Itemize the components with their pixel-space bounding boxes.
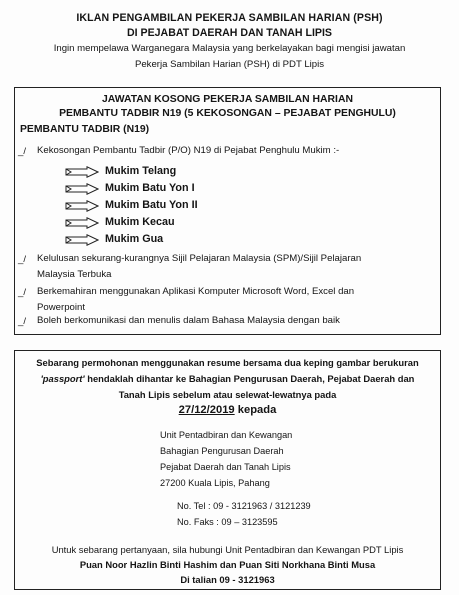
enquiry-text: Untuk sebarang pertanyaan, sila hubungi Unit Pentadbiran dan Kewangan PDT Lipis	[51, 544, 404, 555]
requirement-text: Kekosongan Pembantu Tadbir (P/O) N19 di Pejabat Penghulu Mukim :-	[37, 145, 340, 156]
application-text: 'passport' hendaklah dihantar ke Bahagian Pengurusan Daerah, Pejabat Daerah dan	[40, 373, 415, 384]
vacancy-position: PEMBANTU TADBIR N19 (5 KEKOSONGAN – PEJABAT PENGHULU)	[59, 108, 396, 119]
mukim-label: Mukim Batu Yon II	[105, 199, 198, 211]
requirement-text-cont: Powerpoint	[37, 302, 85, 313]
arrow-right-icon	[65, 200, 99, 212]
arrow-right-icon	[65, 217, 99, 229]
intro-text-line2: Pekerja Sambilan Harian (PSH) di PDT Lipis	[134, 59, 325, 70]
address-line: Bahagian Pengurusan Daerah	[160, 446, 284, 456]
vacancy-title: JAWATAN KOSONG PEKERJA SAMBILAN HARIAN	[102, 94, 353, 105]
arrow-right-icon	[65, 234, 99, 246]
deadline-date-value: 27/12/2019	[178, 404, 235, 416]
vacancy-box	[14, 87, 441, 335]
notice-title-location: DI PEJABAT DAERAH DAN TANAH LIPIS	[126, 27, 332, 39]
application-box	[14, 350, 441, 590]
deadline-date: 27/12/2019 kepada	[178, 404, 277, 416]
telephone-number: No. Tel : 09 - 3121963 / 3121239	[177, 501, 311, 511]
mukim-label: Mukim Batu Yon I	[105, 182, 195, 194]
application-text: Tanah Lipis sebelum atau selewat-lewatnya pada	[118, 389, 337, 400]
mukim-label: Mukim Gua	[105, 233, 164, 245]
check-mark-icon: _/	[18, 316, 27, 327]
requirement-item	[18, 146, 34, 157]
passport-term: 'passport'	[40, 373, 85, 384]
requirement-text: Berkemahiran menggunakan Aplikasi Komputer Microsoft Word, Excel dan	[37, 286, 355, 297]
vacancy-subtitle: PEMBANTU TADBIR (N19)	[20, 124, 150, 135]
check-mark-icon: _/	[18, 146, 27, 157]
address-line: Pejabat Daerah dan Tanah Lipis	[160, 462, 291, 472]
check-mark-icon: _/	[18, 254, 27, 265]
check-mark-icon: _/	[18, 287, 27, 298]
application-text: Sebarang permohonan menggunakan resume bersama dua keping gambar berukuran	[36, 357, 419, 368]
mukim-label: Mukim Kecau	[105, 216, 175, 228]
requirement-text-cont: Malaysia Terbuka	[37, 269, 112, 280]
intro-text-line1: Ingin mempelawa Warganegara Malaysia yang berkelayakan bagi mengisi jawatan	[53, 43, 406, 54]
notice-title: IKLAN PENGAMBILAN PEKERJA SAMBILAN HARIAN (PSH)	[76, 12, 383, 24]
contact-phone: Di talian 09 - 3121963	[180, 574, 275, 585]
mukim-label: Mukim Telang	[105, 165, 177, 177]
requirement-item	[18, 287, 34, 298]
address-line: 27200 Kuala Lipis, Pahang	[160, 478, 270, 488]
address-line: Unit Pentadbiran dan Kewangan	[160, 430, 293, 440]
fax-number: No. Faks : 09 – 3123595	[177, 517, 278, 527]
requirement-item	[18, 254, 34, 265]
arrow-right-icon	[65, 183, 99, 195]
requirement-text: Boleh berkomunikasi dan menulis dalam Bahasa Malaysia dengan baik	[37, 315, 340, 326]
contact-persons: Puan Noor Hazlin Binti Hashim dan Puan Siti Norkhana Binti Musa	[79, 559, 376, 570]
requirement-text: Kelulusan sekurang-kurangnya Sijil Pelajaran Malaysia (SPM)/Sijil Pelajaran	[37, 253, 362, 264]
requirement-item	[18, 316, 34, 327]
arrow-right-icon	[65, 166, 99, 178]
